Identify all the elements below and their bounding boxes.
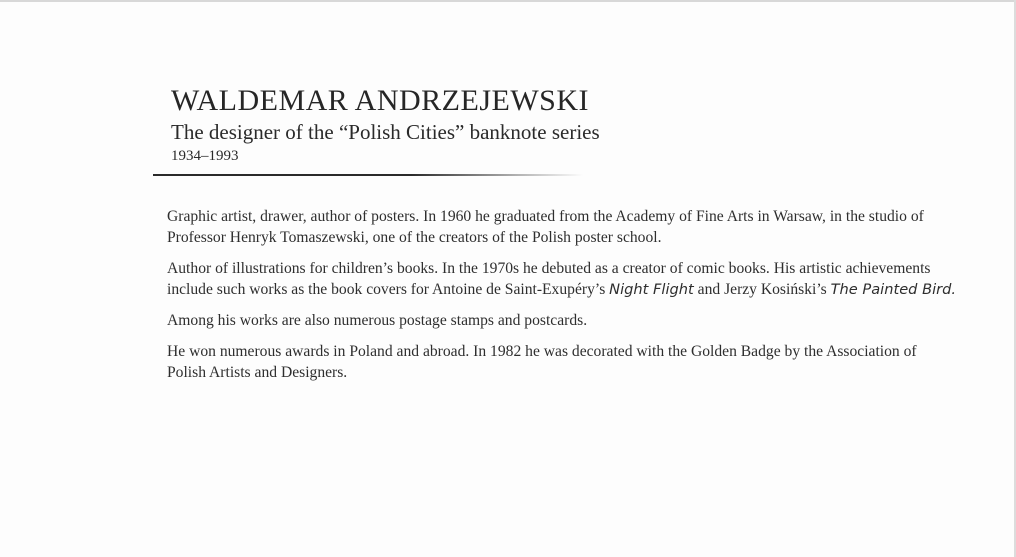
- paragraph-text-part: and Jerzy Kosiński’s: [693, 281, 831, 298]
- header-divider: [153, 174, 583, 176]
- paragraph-text: Graphic artist, drawer, author of posters. In 1960 he graduated from the Academy of Fine Arts in Warsaw, in the studio of Professor Henryk Tomaszewski, one of the creators of the Polish poster school.: [167, 208, 924, 246]
- page-title: WALDEMAR ANDRZEJEWSKI: [171, 84, 589, 117]
- book-title-painted-bird: The Painted Bird.: [830, 281, 957, 298]
- paragraph-text: Among his works are also numerous postage stamps and postcards.: [167, 312, 588, 329]
- biography-text: [167, 206, 957, 393]
- book-title-night-flight: Night Flight: [609, 281, 694, 298]
- paragraph-text-part: Author of illustrations for children’s books. In the 1970s he debuted as a creator of comic books. His artistic achievements include such works as the book covers for Antoine de Saint-Exupéry’s: [167, 260, 931, 298]
- paragraph-education: [167, 206, 957, 248]
- paragraph-illustrations: [167, 258, 957, 300]
- page-subtitle: The designer of the “Polish Cities” banknote series: [171, 120, 600, 144]
- paragraph-stamps: [167, 310, 957, 331]
- page-border-top: [0, 0, 1016, 2]
- paragraph-text: He won numerous awards in Poland and abroad. In 1982 he was decorated with the Golden Badge by the Association of Polish Artists and Designers.: [167, 343, 917, 381]
- paragraph-awards: [167, 341, 957, 383]
- life-years: 1934–1993: [171, 148, 239, 164]
- header: [171, 84, 671, 166]
